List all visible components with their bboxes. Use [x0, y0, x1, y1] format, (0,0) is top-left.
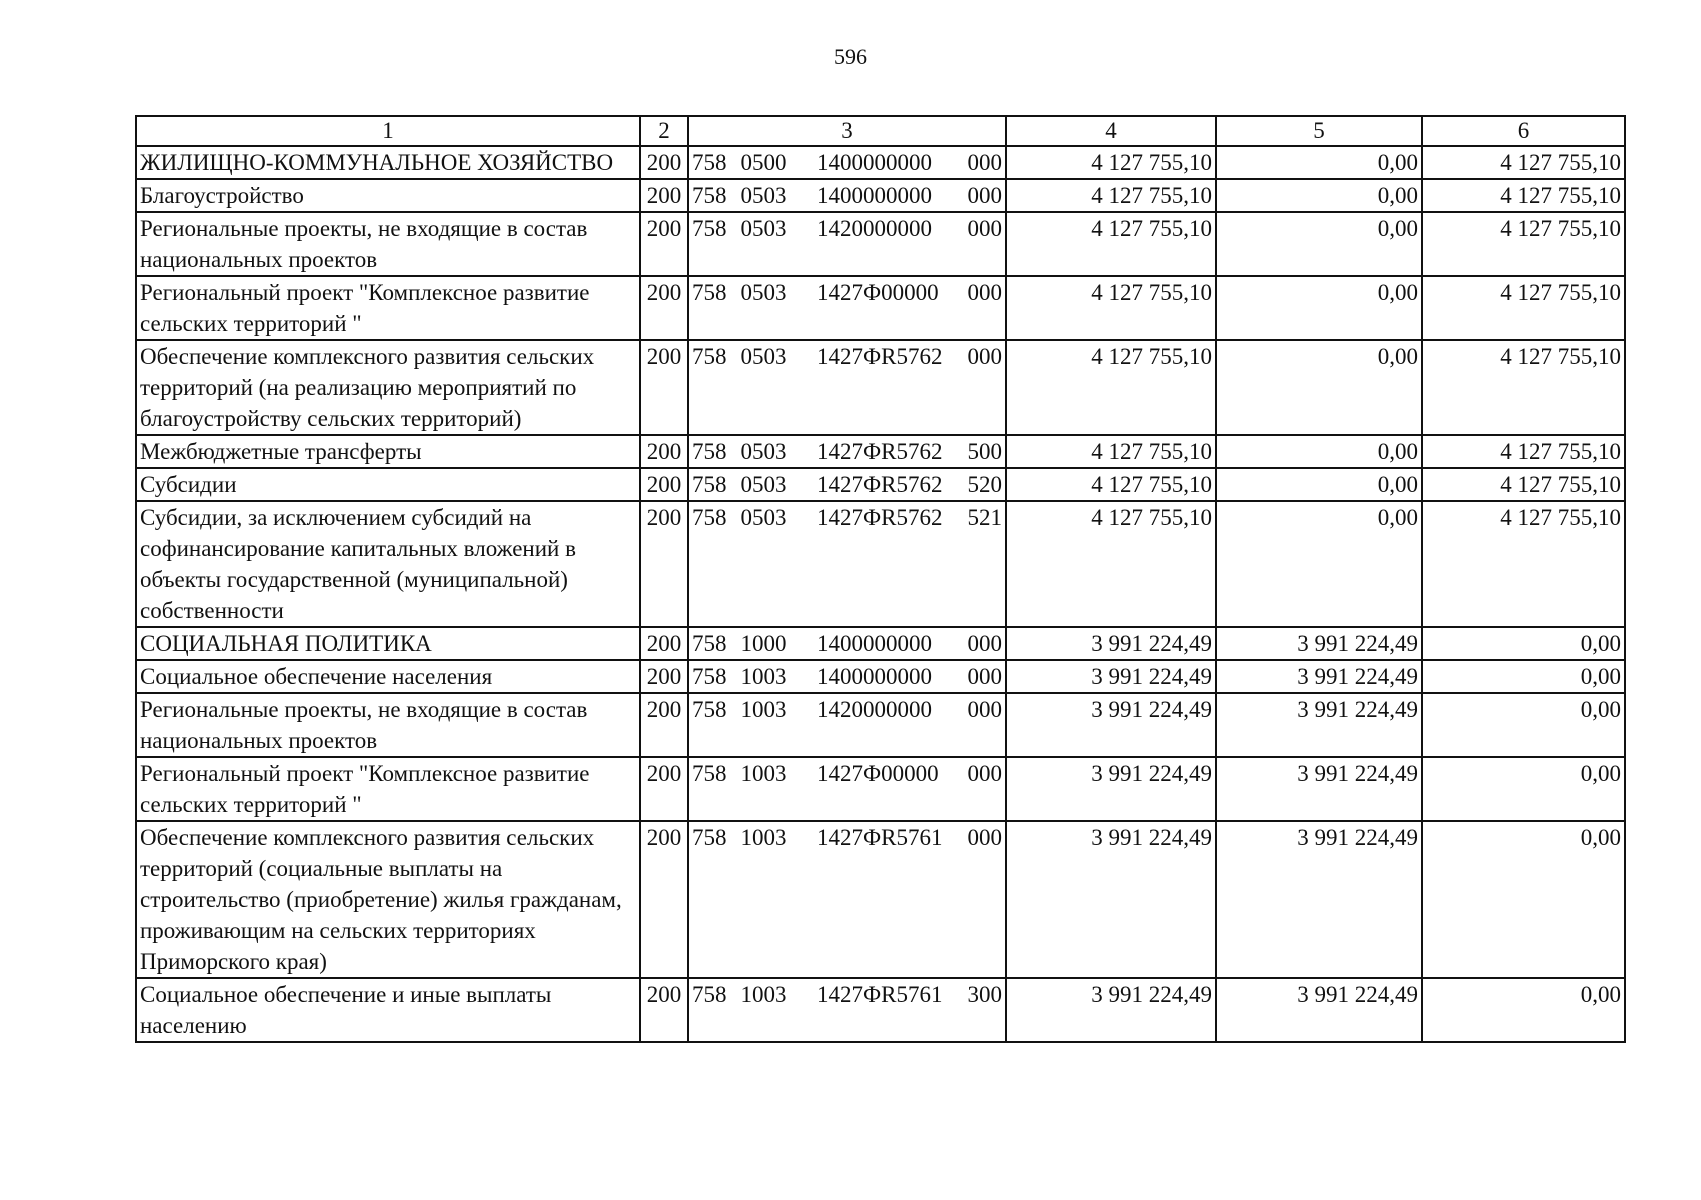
code-cell	[688, 435, 1006, 468]
row-name: Обеспечение комплексного развития сельских территорий (социальные выплаты на строительство (приобретение) жилья гражданам, проживающим на сельских территориях Приморского края)	[136, 821, 640, 978]
code-section: 0503	[740, 505, 787, 530]
amount-col-4: 3 991 224,49	[1006, 627, 1216, 660]
table-row	[136, 757, 1625, 821]
code-admin: 200	[640, 146, 688, 179]
amount-col-4: 3 991 224,49	[1006, 821, 1216, 978]
code-expense-type: 500	[967, 439, 1002, 464]
header-row	[136, 116, 1625, 146]
column-header: 4	[1006, 116, 1216, 146]
column-header: 2	[640, 116, 688, 146]
code-expense-type: 000	[967, 280, 1002, 305]
code-department: 758	[692, 472, 727, 497]
row-name: Благоустройство	[136, 179, 640, 212]
column-header: 5	[1216, 116, 1422, 146]
code-cell	[688, 501, 1006, 627]
amount-col-4: 3 991 224,49	[1006, 693, 1216, 757]
table-row	[136, 468, 1625, 501]
code-admin: 200	[640, 757, 688, 821]
table-row	[136, 435, 1625, 468]
row-name: Межбюджетные трансферты	[136, 435, 640, 468]
amount-col-6: 4 127 755,10	[1422, 146, 1625, 179]
code-admin: 200	[640, 821, 688, 978]
table-row	[136, 179, 1625, 212]
amount-col-4: 3 991 224,49	[1006, 978, 1216, 1042]
amount-col-5: 0,00	[1216, 501, 1422, 627]
code-target-article: 1427ФR5762	[817, 505, 943, 530]
code-target-article: 1427ФR5762	[817, 344, 943, 369]
code-target-article: 1400000000	[817, 150, 932, 175]
code-section: 0503	[740, 344, 787, 369]
code-admin: 200	[640, 660, 688, 693]
amount-col-4: 4 127 755,10	[1006, 501, 1216, 627]
row-name: Социальное обеспечение населения	[136, 660, 640, 693]
code-section: 1003	[740, 697, 787, 722]
code-admin: 200	[640, 340, 688, 435]
amount-col-5: 0,00	[1216, 435, 1422, 468]
code-cell	[688, 179, 1006, 212]
amount-col-5: 0,00	[1216, 276, 1422, 340]
code-cell	[688, 146, 1006, 179]
amount-col-6: 0,00	[1422, 660, 1625, 693]
code-target-article: 1427ФR5762	[817, 472, 943, 497]
amount-col-6: 0,00	[1422, 978, 1625, 1042]
amount-col-6: 4 127 755,10	[1422, 501, 1625, 627]
code-target-article: 1400000000	[817, 631, 932, 656]
code-department: 758	[692, 505, 727, 530]
amount-col-6: 4 127 755,10	[1422, 212, 1625, 276]
amount-col-4: 4 127 755,10	[1006, 435, 1216, 468]
code-target-article: 1427ФR5761	[817, 825, 943, 850]
code-target-article: 1400000000	[817, 664, 932, 689]
amount-col-6: 0,00	[1422, 757, 1625, 821]
row-name: Региональные проекты, не входящие в состав национальных проектов	[136, 693, 640, 757]
code-expense-type: 000	[967, 183, 1002, 208]
code-section: 1003	[740, 664, 787, 689]
amount-col-4: 4 127 755,10	[1006, 212, 1216, 276]
amount-col-4: 3 991 224,49	[1006, 757, 1216, 821]
code-target-article: 1427Ф00000	[817, 280, 939, 305]
table-row	[136, 660, 1625, 693]
amount-col-5: 0,00	[1216, 468, 1422, 501]
code-department: 758	[692, 439, 727, 464]
code-admin: 200	[640, 501, 688, 627]
amount-col-4: 4 127 755,10	[1006, 276, 1216, 340]
code-cell	[688, 978, 1006, 1042]
code-expense-type: 000	[967, 761, 1002, 786]
code-cell	[688, 212, 1006, 276]
code-admin: 200	[640, 179, 688, 212]
code-cell	[688, 757, 1006, 821]
code-expense-type: 000	[967, 631, 1002, 656]
row-name: Социальное обеспечение и иные выплаты населению	[136, 978, 640, 1042]
amount-col-4: 4 127 755,10	[1006, 340, 1216, 435]
code-department: 758	[692, 825, 727, 850]
amount-col-5: 3 991 224,49	[1216, 821, 1422, 978]
code-admin: 200	[640, 978, 688, 1042]
amount-col-6: 0,00	[1422, 821, 1625, 978]
table-row	[136, 821, 1625, 978]
amount-col-5: 0,00	[1216, 340, 1422, 435]
amount-col-5: 0,00	[1216, 179, 1422, 212]
amount-col-4: 3 991 224,49	[1006, 660, 1216, 693]
code-admin: 200	[640, 468, 688, 501]
code-expense-type: 521	[967, 505, 1002, 530]
code-section: 1003	[740, 982, 787, 1007]
amount-col-5: 3 991 224,49	[1216, 693, 1422, 757]
table-row	[136, 212, 1625, 276]
amount-col-6: 4 127 755,10	[1422, 276, 1625, 340]
code-target-article: 1420000000	[817, 216, 932, 241]
code-department: 758	[692, 761, 727, 786]
code-target-article: 1427ФR5761	[817, 982, 943, 1007]
code-cell	[688, 660, 1006, 693]
amount-col-6: 4 127 755,10	[1422, 468, 1625, 501]
code-expense-type: 000	[967, 664, 1002, 689]
code-department: 758	[692, 183, 727, 208]
code-department: 758	[692, 280, 727, 305]
row-name: Субсидии, за исключением субсидий на софинансирование капитальных вложений в объекты государственной (муниципальной) собственности	[136, 501, 640, 627]
code-section: 1000	[740, 631, 787, 656]
row-name: Региональные проекты, не входящие в состав национальных проектов	[136, 212, 640, 276]
code-department: 758	[692, 631, 727, 656]
row-name: Обеспечение комплексного развития сельских территорий (на реализацию мероприятий по благоустройству сельских территорий)	[136, 340, 640, 435]
amount-col-6: 0,00	[1422, 627, 1625, 660]
budget-table	[135, 115, 1626, 1043]
code-expense-type: 000	[967, 344, 1002, 369]
amount-col-5: 3 991 224,49	[1216, 757, 1422, 821]
code-department: 758	[692, 982, 727, 1007]
table-row	[136, 978, 1625, 1042]
amount-col-5: 3 991 224,49	[1216, 978, 1422, 1042]
amount-col-4: 4 127 755,10	[1006, 146, 1216, 179]
column-header: 6	[1422, 116, 1625, 146]
code-expense-type: 000	[967, 150, 1002, 175]
code-expense-type: 520	[967, 472, 1002, 497]
amount-col-4: 4 127 755,10	[1006, 179, 1216, 212]
code-expense-type: 300	[967, 982, 1002, 1007]
code-cell	[688, 340, 1006, 435]
code-section: 0500	[740, 150, 787, 175]
table-row	[136, 501, 1625, 627]
code-admin: 200	[640, 276, 688, 340]
row-name: Субсидии	[136, 468, 640, 501]
code-department: 758	[692, 697, 727, 722]
table-row	[136, 146, 1625, 179]
code-section: 1003	[740, 825, 787, 850]
amount-col-5: 3 991 224,49	[1216, 627, 1422, 660]
amount-col-5: 0,00	[1216, 146, 1422, 179]
code-section: 0503	[740, 216, 787, 241]
code-department: 758	[692, 664, 727, 689]
column-header: 1	[136, 116, 640, 146]
code-section: 0503	[740, 183, 787, 208]
code-cell	[688, 276, 1006, 340]
code-section: 1003	[740, 761, 787, 786]
code-target-article: 1420000000	[817, 697, 932, 722]
table-row	[136, 627, 1625, 660]
row-name: Региональный проект "Комплексное развитие сельских территорий "	[136, 757, 640, 821]
row-name: ЖИЛИЩНО-КОММУНАЛЬНОЕ ХОЗЯЙСТВО	[136, 146, 640, 179]
code-cell	[688, 468, 1006, 501]
code-cell	[688, 627, 1006, 660]
code-expense-type: 000	[967, 825, 1002, 850]
table-row	[136, 340, 1625, 435]
row-name: Региональный проект "Комплексное развитие сельских территорий "	[136, 276, 640, 340]
code-expense-type: 000	[967, 216, 1002, 241]
amount-col-6: 4 127 755,10	[1422, 340, 1625, 435]
code-target-article: 1427ФR5762	[817, 439, 943, 464]
code-department: 758	[692, 150, 727, 175]
amount-col-6: 0,00	[1422, 693, 1625, 757]
code-cell	[688, 693, 1006, 757]
code-admin: 200	[640, 435, 688, 468]
column-header: 3	[688, 116, 1006, 146]
code-admin: 200	[640, 627, 688, 660]
amount-col-6: 4 127 755,10	[1422, 179, 1625, 212]
amount-col-6: 4 127 755,10	[1422, 435, 1625, 468]
page-number: 596	[834, 44, 867, 69]
code-department: 758	[692, 216, 727, 241]
amount-col-5: 3 991 224,49	[1216, 660, 1422, 693]
code-target-article: 1400000000	[817, 183, 932, 208]
amount-col-5: 0,00	[1216, 212, 1422, 276]
code-section: 0503	[740, 280, 787, 305]
code-expense-type: 000	[967, 697, 1002, 722]
row-name: СОЦИАЛЬНАЯ ПОЛИТИКА	[136, 627, 640, 660]
code-section: 0503	[740, 439, 787, 464]
table-row	[136, 693, 1625, 757]
code-department: 758	[692, 344, 727, 369]
code-target-article: 1427Ф00000	[817, 761, 939, 786]
code-admin: 200	[640, 693, 688, 757]
code-cell	[688, 821, 1006, 978]
code-section: 0503	[740, 472, 787, 497]
table-row	[136, 276, 1625, 340]
code-admin: 200	[640, 212, 688, 276]
amount-col-4: 4 127 755,10	[1006, 468, 1216, 501]
